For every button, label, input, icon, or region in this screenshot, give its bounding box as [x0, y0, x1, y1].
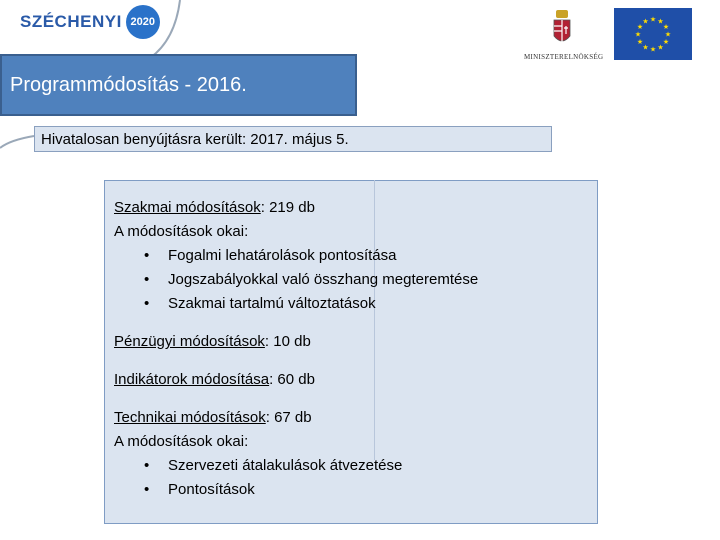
technikai-heading: Technikai módosítások — [114, 409, 266, 426]
list-item: • Fogalmi lehatárolások pontosítása — [144, 247, 397, 264]
indikator-row — [114, 368, 478, 392]
eu-star-icon: ★ — [664, 31, 672, 39]
content-body — [114, 196, 478, 502]
eu-star-icon: ★ — [642, 44, 649, 52]
eu-star-icon: ★ — [642, 18, 649, 26]
szechenyi-2020-logo — [20, 2, 160, 42]
eu-star-icon: ★ — [657, 18, 664, 26]
submitted-banner — [34, 126, 552, 152]
list-item: • Pontosítások — [144, 481, 255, 498]
technikai-value: : 67 db — [265, 409, 312, 426]
technikai-reasons-label: A módosítások okai: — [114, 433, 249, 450]
penzugyi-row — [114, 330, 478, 354]
indikator-heading: Indikátorok módosítása — [114, 371, 270, 388]
eu-star-icon: ★ — [634, 31, 642, 39]
szakmai-reasons-label: A módosítások okai: — [114, 223, 249, 240]
ministry-label: MINISZTERELNÖKSÉG — [524, 53, 604, 61]
coat-of-arms-icon — [550, 8, 574, 48]
szakmai-value: : 219 db — [260, 199, 315, 216]
eu-star-icon: ★ — [636, 24, 644, 31]
penzugyi-heading: Pénzügyi módosítások — [114, 333, 265, 350]
eu-star-icon: ★ — [636, 39, 644, 46]
list-item: • Jogszabályokkal való összhang megteremtése — [144, 271, 479, 288]
eu-star-icon: ★ — [662, 39, 670, 46]
penzugyi-value: : 10 db — [264, 333, 311, 350]
szakmai-heading-row — [114, 196, 478, 220]
eu-flag-icon — [614, 8, 692, 60]
eu-star-icon: ★ — [649, 16, 657, 24]
szakmai-heading: Szakmai módosítások — [114, 199, 261, 216]
title-bar — [0, 54, 357, 116]
list-item: • Szakmai tartalmú változtatások — [144, 295, 376, 312]
indikator-value: : 60 db — [269, 371, 315, 388]
logo-text: SZÉCHENYI — [20, 12, 122, 31]
eu-star-icon: ★ — [662, 24, 670, 31]
ministry-crest — [524, 8, 604, 61]
list-item: • Szervezeti átalakulások átvezetése — [144, 457, 403, 474]
page-title: Programmódosítás - 2016. — [10, 73, 247, 96]
submitted-text: Hivatalosan benyújtásra került: 2017. május 5. — [41, 130, 349, 148]
eu-star-icon: ★ — [649, 46, 657, 54]
eu-star-icon: ★ — [657, 44, 664, 52]
logo-badge: 2020 — [126, 5, 160, 39]
technikai-row — [114, 406, 478, 430]
